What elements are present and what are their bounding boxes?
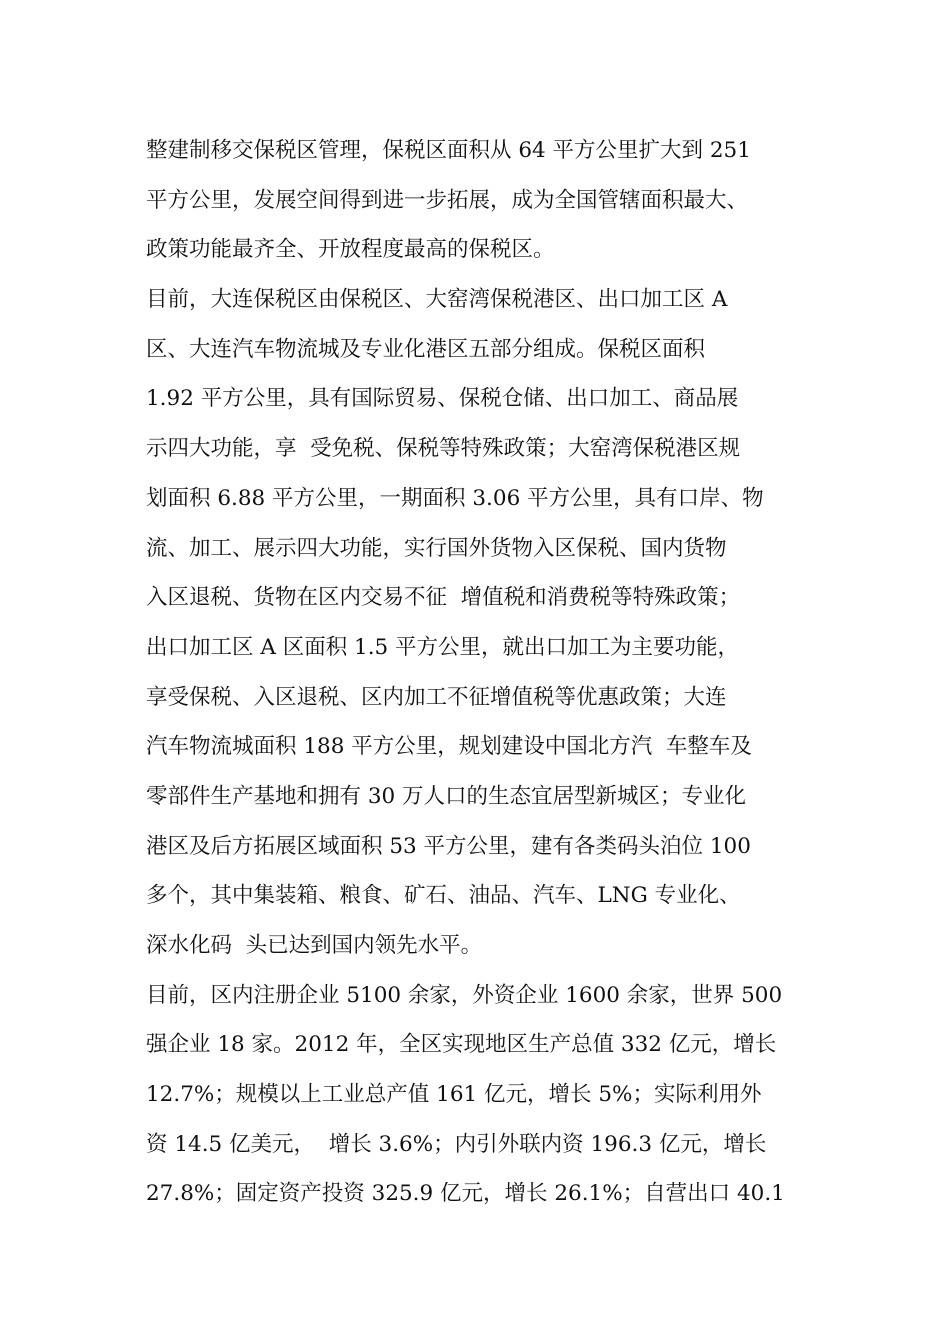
text-line: 平方公里，发展空间得到进一步拓展，成为全国管辖面积最大、 <box>146 187 749 213</box>
text-line: 整建制移交保税区管理，保税区面积从 64 平方公里扩大到 251 <box>146 138 751 163</box>
text-line: 享受保税、入区退税、区内加工不征增值税等优惠政策；大连 <box>146 684 727 710</box>
text-line: 流、加工、展示四大功能，实行国外货物入区保税、国内货物 <box>146 535 727 561</box>
text-line: 区、大连汽车物流城及专业化港区五部分组成。保税区面积 <box>146 336 706 362</box>
text-line: 划面积 6.88 平方公里，一期面积 3.06 平方公里，具有口岸、物 <box>146 485 764 511</box>
text-line: 多个，其中集装箱、粮食、矿石、油品、汽车、LNG 专业化、 <box>146 883 741 909</box>
text-line: 港区及后方拓展区域面积 53 平方公里，建有各类码头泊位 100 <box>146 833 751 859</box>
text-line: 汽车物流城面积 188 平方公里，规划建设中国北方汽 车整车及 <box>146 734 752 760</box>
text-line: 目前，大连保税区由保税区、大窑湾保税港区、出口加工区 A <box>146 287 728 313</box>
text-line: 资 14.5 亿美元， 增长 3.6%；内引外联内资 196.3 亿元，增长 <box>146 1131 767 1157</box>
text-line: 强企业 18 家。2012 年，全区实现地区生产总值 332 亿元，增长 <box>146 1032 777 1058</box>
text-line: 12.7%；规模以上工业总产值 161 亿元，增长 5%；实际利用外 <box>146 1082 762 1108</box>
text-line: 入区退税、货物在区内交易不征 增值税和消费税等特殊政策； <box>146 585 741 611</box>
text-line: 零部件生产基地和拥有 30 万人口的生态宜居型新城区；专业化 <box>146 783 747 809</box>
body-text <box>146 126 826 1219</box>
text-line: 深水化码 头已达到国内领先水平。 <box>146 933 483 958</box>
text-line: 出口加工区 A 区面积 1.5 平方公里，就出口加工为主要功能， <box>146 634 740 660</box>
text-line: 1.92 平方公里，具有国际贸易、保税仓储、出口加工、商品展 <box>146 386 739 412</box>
text-line: 27.8%；固定资产投资 325.9 亿元，增长 26.1%；自营出口 40.1 <box>146 1181 785 1207</box>
text-line: 示四大功能，享 受免税、保税等特殊政策；大窑湾保税港区规 <box>146 436 741 462</box>
text-line: 政策功能最齐全、开放程度最高的保税区。 <box>146 237 555 263</box>
text-line: 目前，区内注册企业 5100 余家，外资企业 1600 余家，世界 500 <box>146 982 783 1008</box>
